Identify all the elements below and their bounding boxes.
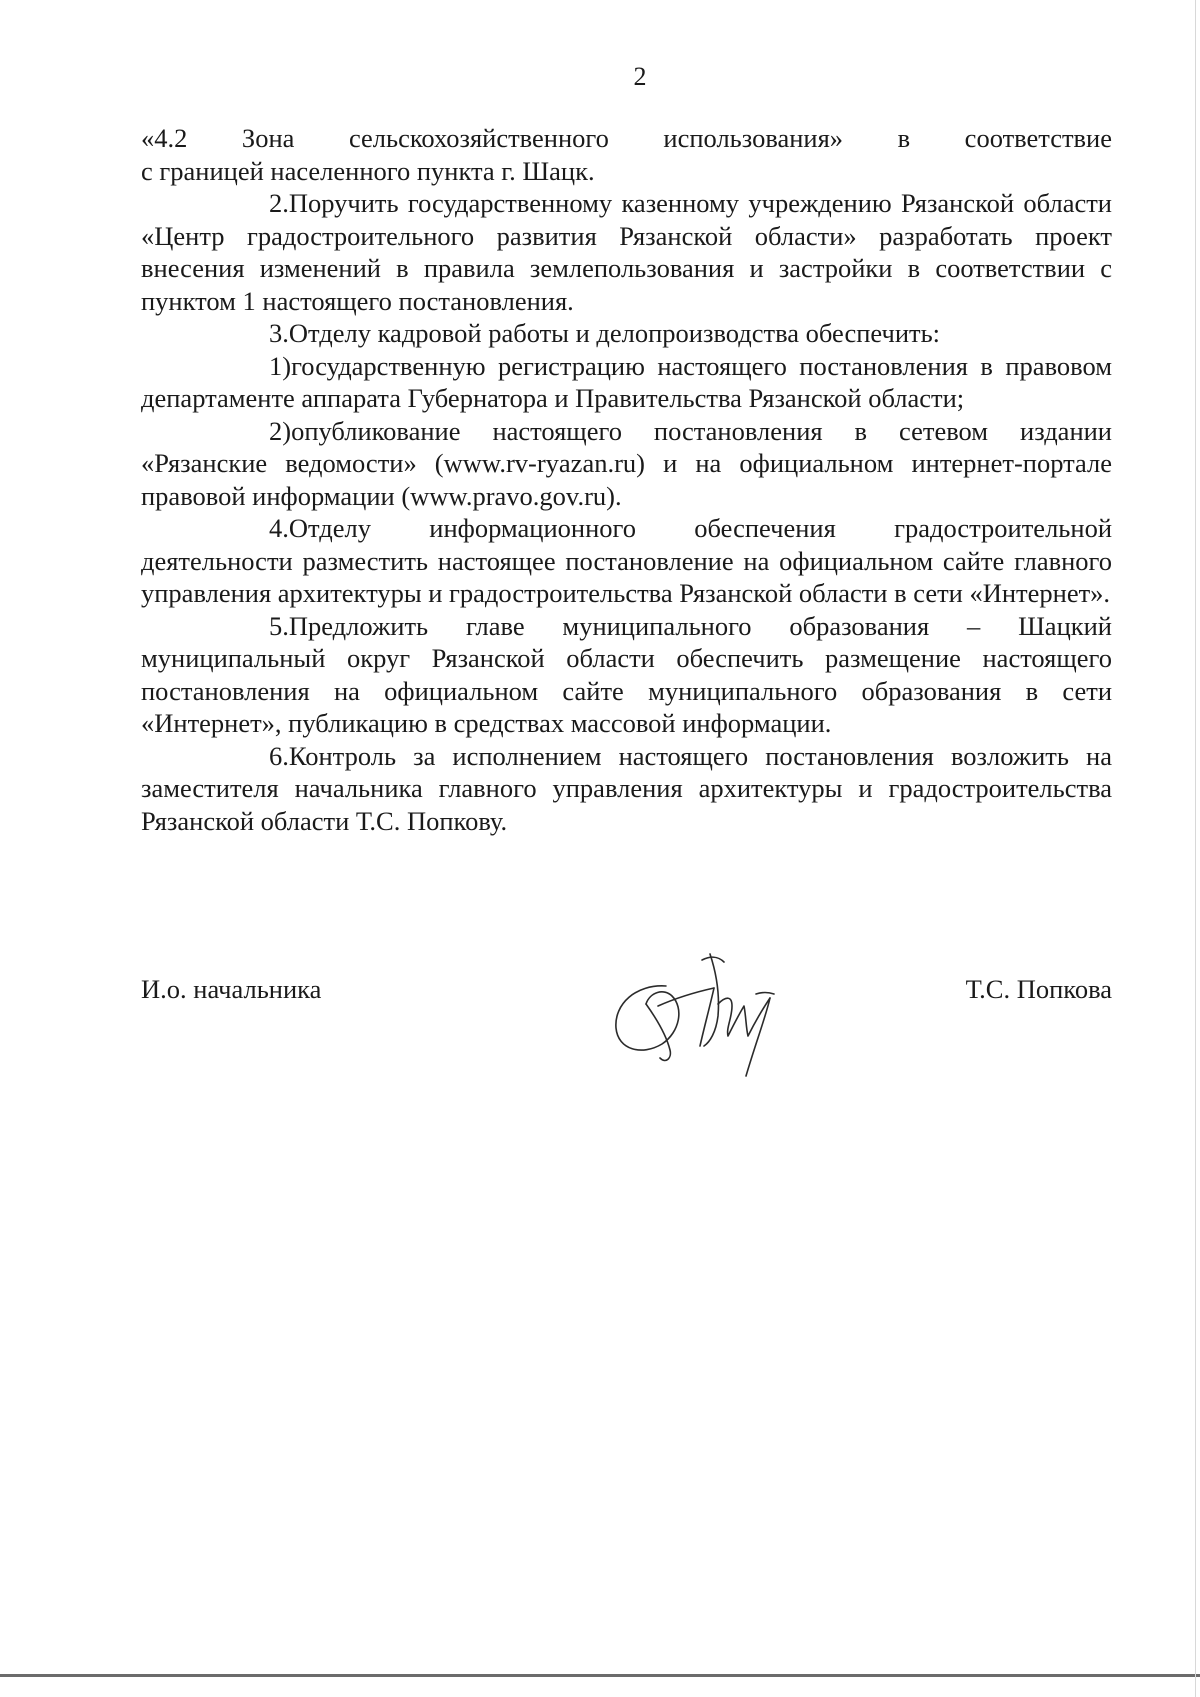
paragraph-item-6 — [141, 740, 1112, 838]
subitem-text: государственную регистрацию настоящего постановления в правовом департаменте аппарата Губернатора и Правительства Рязанской области; — [141, 350, 1112, 413]
subitem-number: 1) — [269, 350, 292, 381]
item-number: 2. — [269, 188, 289, 218]
subitem-number: 2) — [269, 415, 292, 446]
page-number: 2 — [633, 62, 647, 91]
item-number: 3. — [269, 318, 289, 348]
paragraph-continuation-line2: с границей населенного пункта г. Шацк. — [141, 155, 595, 186]
paragraph-subitem-3-2 — [141, 415, 1112, 513]
scan-bottom-edge — [0, 1674, 1200, 1677]
signatory-name: Т.С. Попкова — [965, 974, 1112, 1004]
item-text: Предложить главе муниципального образования – Шацкий муниципальный округ Рязанской области обеспечить размещение настоящего постановления на официальном сайте муниципального образования в сети «Интернет», публикацию в средствах массовой информации. — [141, 610, 1112, 738]
item-text: Отделу кадровой работы и делопроизводства обеспечить: — [288, 318, 941, 348]
paragraph-item-3 — [141, 317, 1112, 350]
subitem-text: опубликование настоящего постановления в сетевом издании «Рязанские ведомости» (www.rv-ryazan.ru) и на официальном интернет-портале правовой информации (www.pravo.gov.ru). — [141, 415, 1112, 511]
scan-right-edge — [1195, 0, 1196, 1697]
item-number: 6. — [269, 740, 289, 771]
paragraph-subitem-3-1 — [141, 350, 1112, 415]
signatory-position: И.о. начальника — [141, 974, 322, 1004]
handwritten-signature — [606, 946, 796, 1081]
document-body — [141, 122, 1112, 837]
item-text: Отделу информационного обеспечения градостроительной деятельности разместить настоящее постановление на официальном сайте главного управления архитектуры и градостроительства Рязанской области в сети «Интернет». — [141, 513, 1112, 608]
item-text: Контроль за исполнением настоящего постановления возложить на заместителя начальника главного управления архитектуры и градостроительства Рязанской области Т.С. Попкову. — [141, 740, 1112, 836]
paragraph-item-5 — [141, 610, 1112, 740]
item-text: Поручить государственному казенному учреждению Рязанской области «Центр градостроительного развития Рязанской области» разработать проект внесения изменений в правила землепользования и застройки в соответствии с пунктом 1 настоящего постановления. — [141, 188, 1112, 316]
paragraph-continuation-line1: «4.2 Зона сельскохозяйственного использования» в соответствие — [141, 123, 1112, 153]
signature-block — [141, 968, 1112, 1108]
item-number: 4. — [269, 513, 289, 543]
item-number: 5. — [269, 610, 289, 641]
paragraph-item-4 — [141, 512, 1112, 610]
paragraph-item-2 — [141, 187, 1112, 317]
